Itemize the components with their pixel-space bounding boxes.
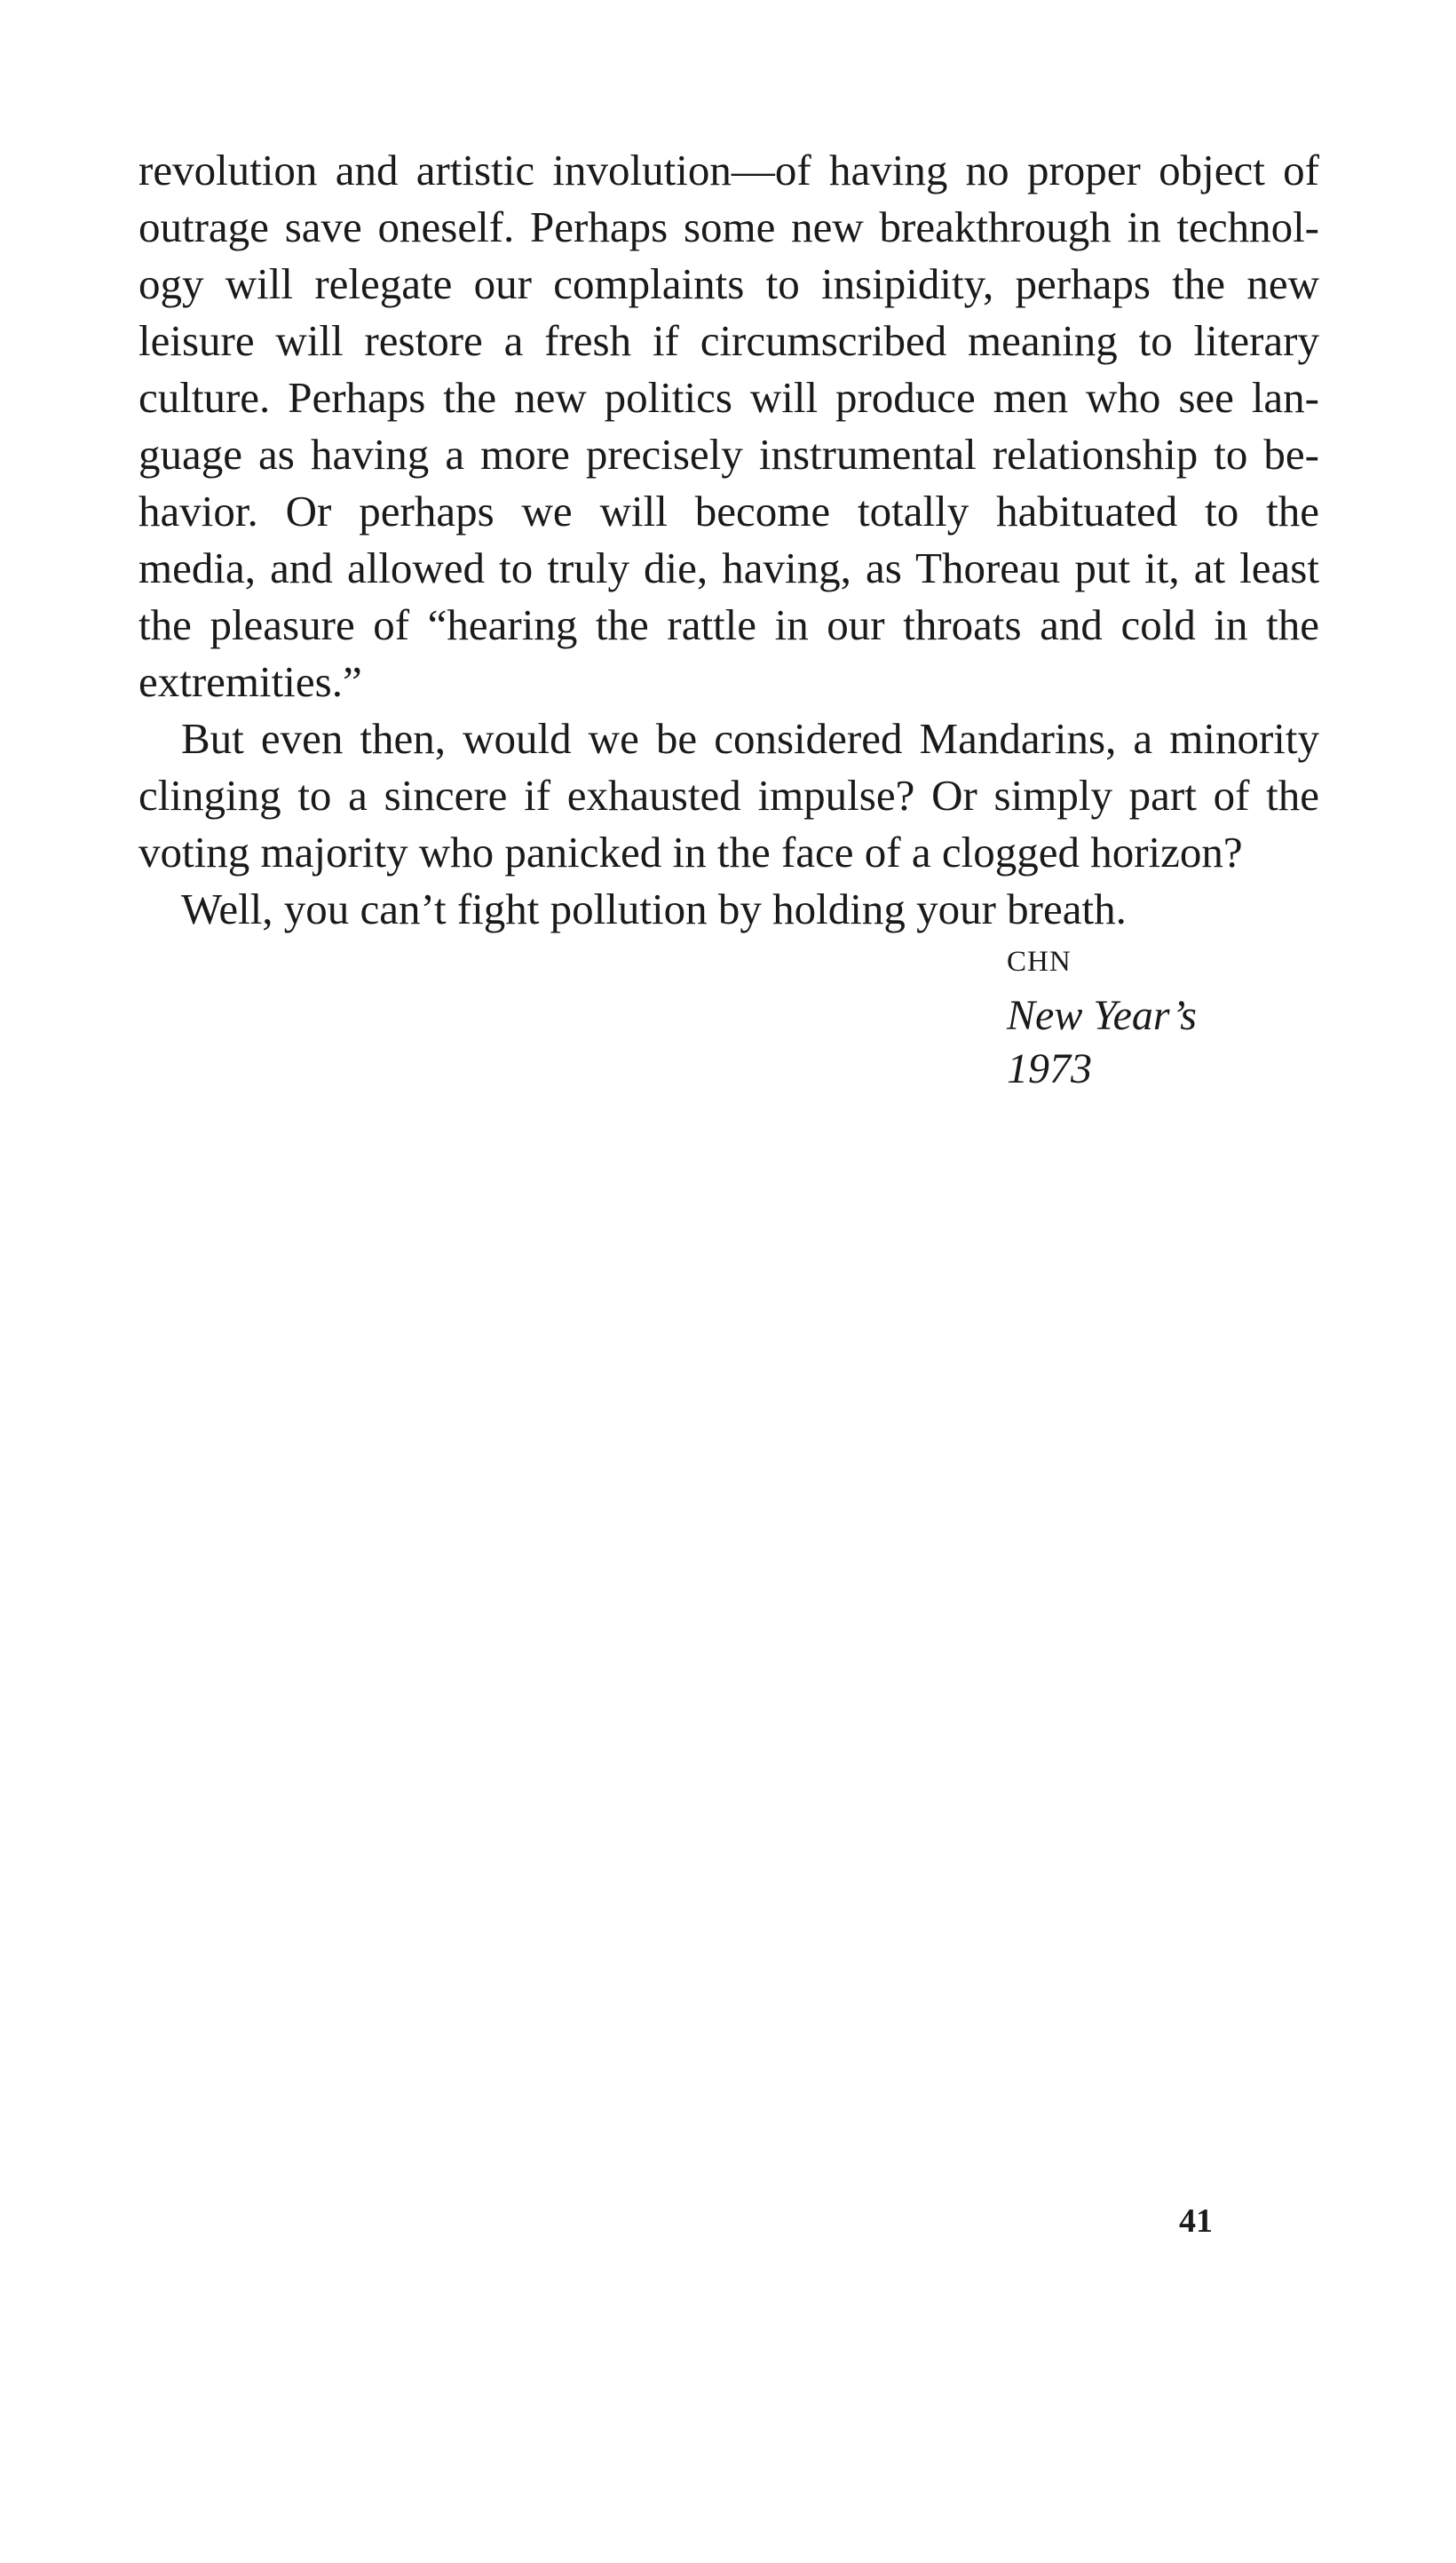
signature-block [1007,940,1197,1096]
text-line: voting majority who panicked in the face of a clogged horizon? [138,828,1243,877]
text-line: clinging to a sincere if exhausted impulse? Or simply part of the [138,771,1319,820]
text-line: Well, you can’t fight pollution by holding your breath. [181,885,1127,933]
paragraph-3 [138,881,1319,938]
text-line: leisure will restore a fresh if circumscribed meaning to literary [138,316,1319,365]
text-line: ogy will relegate our complaints to insipidity, perhaps the new [138,259,1319,308]
text-line: havior. Or perhaps we will become totally habituated to the [138,487,1319,536]
body-text [138,142,1319,938]
text-line: revolution and artistic involution—of having no proper object of [138,146,1319,194]
page-number: 41 [1179,2202,1213,2240]
text-line: guage as having a more precisely instrumental relationship to be- [138,430,1319,479]
text-line: the pleasure of “hearing the rattle in our throats and cold in the [138,600,1319,649]
text-line: extremities.” [138,657,362,706]
paragraph-2 [138,710,1319,881]
text-line: But even then, would we be considered Mandarins, a minority [181,714,1319,763]
signature-year: 1973 [1007,1045,1092,1092]
paragraph-1 [138,142,1319,710]
author-initials: CHN [1007,946,1072,978]
text-line: outrage save oneself. Perhaps some new breakthrough in technol- [138,202,1319,251]
text-line: media, and allowed to truly die, having, as Thoreau put it, at least [138,544,1319,592]
signature-occasion: New Year’s [1007,992,1197,1039]
text-line: culture. Perhaps the new politics will produce men who see lan- [138,373,1319,422]
